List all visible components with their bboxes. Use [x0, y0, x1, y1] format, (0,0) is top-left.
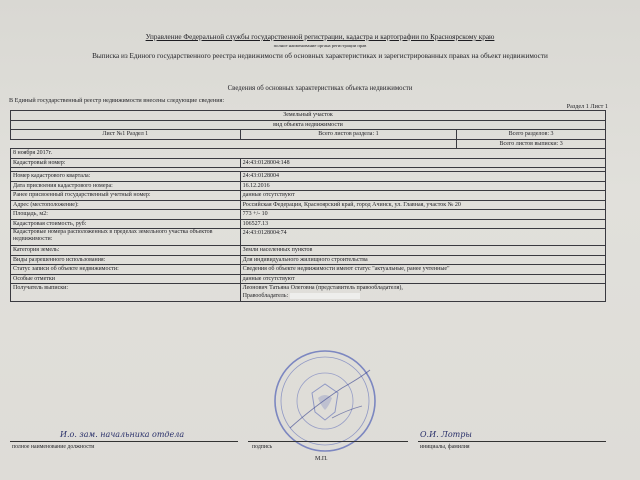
document-title: Выписка из Единого государственного реестра недвижимости об основных характеристиках и зарегистрированных правах на объект недвижимости	[92, 52, 548, 60]
row-value: Земли населенных пунктов	[240, 246, 605, 256]
signature-line	[248, 441, 408, 442]
extract-date: 8 ноября 2017г.	[11, 149, 606, 159]
table-row	[11, 229, 606, 246]
position-handwritten: И.о. зам. начальника отдела	[60, 430, 185, 439]
row-label: Номер кадастрового квартала:	[11, 172, 241, 182]
total-sections: Всего разделов: 3	[457, 130, 606, 140]
row-value	[240, 284, 605, 302]
row-value: 16.12.2016	[240, 181, 605, 191]
row-label: Адрес (местоположение):	[11, 200, 241, 210]
row-value: Российская Федерация, Красноярский край, город Ачинск, ул. Главная, участок № 20	[240, 200, 605, 210]
row-value: 24:43:0128004	[240, 172, 605, 182]
row-label: Получатель выписки:	[11, 284, 241, 302]
section-intro: В Единый государственный реестр недвижимости внесены следующие сведения:	[9, 97, 225, 104]
row-value: 24:43:0128004:148	[240, 158, 605, 168]
characteristics-table	[10, 110, 606, 302]
row-value: 106527.13	[240, 219, 605, 229]
table-row	[11, 246, 606, 256]
row-label: Категория земель:	[11, 246, 241, 256]
position-caption: полное наименование должности	[12, 444, 95, 450]
position-line	[10, 441, 238, 442]
name-line	[418, 441, 606, 442]
row-label: Кадастровые номера расположенных в пределах земельного участка объектов недвижимости:	[11, 229, 241, 246]
seal-place-label: М.П.	[315, 456, 328, 462]
total-sheets-section: Всего листов раздела: 1	[240, 130, 457, 140]
table-row	[11, 200, 606, 210]
row-label: Кадастровый номер:	[11, 158, 241, 168]
table-row	[11, 265, 606, 275]
sheet-number: Лист №1 Раздел 1	[11, 130, 241, 140]
section-page-label: Раздел 1 Лист 1	[566, 103, 608, 110]
recipient-name: Леонович Татьяна Олеговна (представитель правообладателя),	[242, 285, 403, 291]
table-row	[11, 210, 606, 220]
authority-name: Управление Федеральной службы государственной регистрации, кадастра и картографии по Красноярскому краю	[145, 33, 495, 41]
table-row	[11, 158, 606, 168]
official-seal-icon	[272, 348, 378, 454]
signature-caption: подпись	[252, 444, 273, 450]
table-row	[11, 255, 606, 265]
redacted-block	[290, 293, 360, 299]
row-value: Сведения об объекте недвижимости имеют статус "актуальные, ранее учтенные"	[240, 265, 605, 275]
table-row	[11, 172, 606, 182]
table-row	[11, 284, 606, 302]
table-row	[11, 219, 606, 229]
object-type-caption: вид объекта недвижимости	[11, 120, 606, 130]
authority-caption: полное наименование органа регистрации прав	[273, 43, 367, 48]
row-label: Статус записи об объекте недвижимости:	[11, 265, 241, 275]
row-label: Виды разрешенного использования:	[11, 255, 241, 265]
table-row	[11, 181, 606, 191]
row-label: Особые отметки	[11, 274, 241, 284]
row-value: данные отсутствуют	[240, 274, 605, 284]
row-label: Дата присвоения кадастрового номера:	[11, 181, 241, 191]
object-type: Земельный участок	[11, 111, 606, 121]
row-label: Кадастровая стоимость, руб:	[11, 219, 241, 229]
initials-handwritten: О.И. Лотры	[420, 430, 472, 439]
table-row	[11, 191, 606, 201]
row-value: 24:43:0128004:74	[240, 229, 605, 246]
section-title: Сведения об основных характеристиках объекта недвижимости	[227, 85, 413, 92]
row-value: Для индивидуального жилищного строительства	[240, 255, 605, 265]
row-label: Площадь, м2:	[11, 210, 241, 220]
row-value: данные отсутствуют	[240, 191, 605, 201]
row-label: Ранее присвоенный государственный учетный номер:	[11, 191, 241, 201]
table-row	[11, 274, 606, 284]
row-value: 773 +/- 10	[240, 210, 605, 220]
name-caption: инициалы, фамилия	[420, 444, 470, 450]
recipient-owner: Правообладатель:	[243, 292, 603, 300]
total-sheets: Всего листов выписки: 3	[457, 139, 606, 149]
